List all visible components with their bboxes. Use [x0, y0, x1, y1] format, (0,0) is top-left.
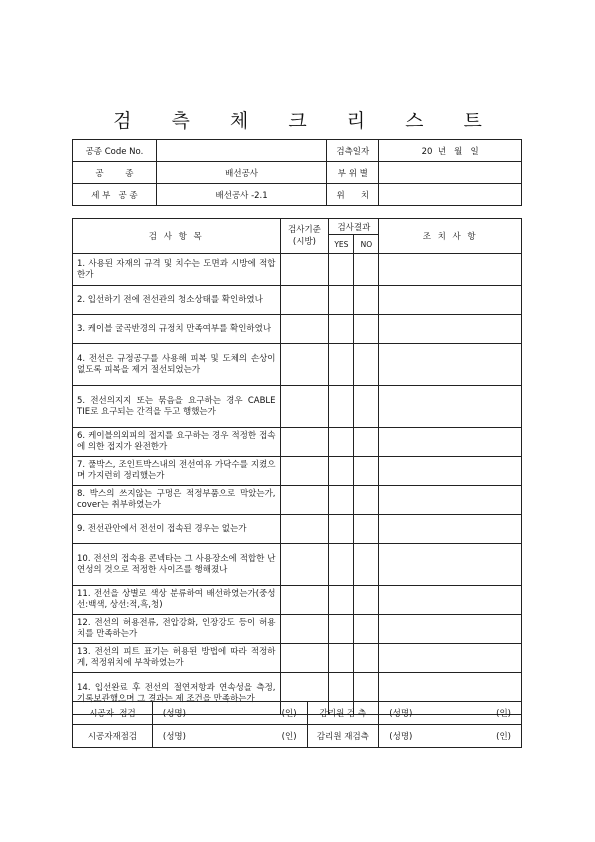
action-cell[interactable] [379, 486, 522, 515]
signature-table [72, 701, 522, 748]
date-label: 검측일자 [327, 140, 379, 162]
row1-left-label: 시공자 점검 [73, 702, 153, 725]
no-cell[interactable] [354, 286, 379, 315]
yes-cell[interactable] [329, 615, 354, 644]
checklist-item-text: 14. 입선완료 후 전선의 절연저항과 연속성을 측정, 기록보관했으며 그 결과는 제 조건을 만족하는가 [73, 673, 281, 715]
yes-cell[interactable] [329, 386, 354, 428]
yes-cell[interactable] [329, 315, 354, 344]
row1-left-sign-cell[interactable] [152, 702, 307, 725]
row2-right-label: 감리원 재검측 [307, 725, 379, 748]
code-label: 공종 Code No. [73, 140, 157, 162]
no-cell[interactable] [354, 544, 379, 586]
action-cell[interactable] [379, 254, 522, 286]
no-cell[interactable] [354, 315, 379, 344]
action-cell[interactable] [379, 315, 522, 344]
no-cell[interactable] [354, 586, 379, 615]
yes-cell[interactable] [329, 428, 354, 457]
action-cell[interactable] [379, 615, 522, 644]
checklist-item-text: 11. 전선을 상별로 색상 분류하여 배선하였는가(중성선:백색, 상선:적,흑,청) [73, 586, 281, 615]
standard-cell[interactable] [280, 457, 329, 486]
work-label: 공 종 [73, 162, 157, 184]
checklist-item-text: 6. 케이블의외피의 접지를 요구하는 경우 적정한 접속에 의한 접지가 완전한가 [73, 428, 281, 457]
row1-left-sign: (성명) [162, 709, 186, 719]
row2-left-label: 시공자재점검 [73, 725, 153, 748]
action-cell[interactable] [379, 586, 522, 615]
code-value[interactable] [156, 140, 326, 162]
row1-left-seal: (인) [281, 709, 297, 719]
col-result-header: 검사결과 [329, 219, 379, 235]
checklist-item-text: 9. 전선관안에서 전선이 접속된 경우는 없는가 [73, 515, 281, 544]
row2-left-sign-cell[interactable] [152, 725, 307, 748]
standard-cell[interactable] [280, 344, 329, 386]
row2-right-seal: (인) [496, 732, 511, 742]
checklist-body [73, 254, 522, 715]
standard-cell[interactable] [280, 254, 329, 286]
col-action-header: 조 치 사 항 [379, 219, 522, 254]
col-standard-header: 검사기준 (시방) [280, 219, 329, 254]
standard-cell[interactable] [280, 515, 329, 544]
yes-cell[interactable] [329, 286, 354, 315]
standard-cell[interactable] [280, 586, 329, 615]
checklist-item-text: 3. 케이블 굴곡반경의 규정치 만족여부를 확인하였나 [73, 315, 281, 344]
date-value[interactable]: 20 년 월 일 [379, 140, 522, 162]
yes-cell[interactable] [329, 344, 354, 386]
part-value[interactable] [379, 162, 522, 184]
table-row [73, 615, 522, 644]
table-row [73, 486, 522, 515]
table-row [73, 457, 522, 486]
row2-right-sign: (성명) [389, 732, 413, 742]
yes-cell[interactable] [329, 457, 354, 486]
standard-cell[interactable] [280, 644, 329, 673]
action-cell[interactable] [379, 457, 522, 486]
standard-cell[interactable] [280, 428, 329, 457]
loc-value[interactable] [379, 184, 522, 206]
row1-right-sign-cell[interactable] [379, 702, 522, 725]
work-value[interactable]: 배선공사 [156, 162, 326, 184]
checklist-item-text: 2. 입선하기 전에 전선관의 청소상태를 확인하였나 [73, 286, 281, 315]
no-cell[interactable] [354, 615, 379, 644]
action-cell[interactable] [379, 286, 522, 315]
yes-cell[interactable] [329, 586, 354, 615]
row2-right-sign-cell[interactable] [379, 725, 522, 748]
standard-cell[interactable] [280, 315, 329, 344]
standard-cell[interactable] [280, 286, 329, 315]
col-yes-header: YES [329, 235, 354, 254]
yes-cell[interactable] [329, 486, 354, 515]
no-cell[interactable] [354, 457, 379, 486]
table-row [73, 386, 522, 428]
action-cell[interactable] [379, 544, 522, 586]
checklist-item-text: 13. 전선의 피트 표기는 허용된 방법에 따라 적정하게, 적정위치에 부착하였는가 [73, 644, 281, 673]
table-row [73, 315, 522, 344]
yes-cell[interactable] [329, 644, 354, 673]
col-no-header: NO [354, 235, 379, 254]
table-row [73, 344, 522, 386]
yes-cell[interactable] [329, 254, 354, 286]
action-cell[interactable] [379, 644, 522, 673]
no-cell[interactable] [354, 386, 379, 428]
action-cell[interactable] [379, 515, 522, 544]
detail-value[interactable]: 배선공사 -2.1 [156, 184, 326, 206]
action-cell[interactable] [379, 344, 522, 386]
checklist-item-text: 5. 전선의지지 또는 묶음을 요구하는 경우 CABLE TIE로 요구되는 간격을 두고 행했는가 [73, 386, 281, 428]
standard-cell[interactable] [280, 615, 329, 644]
col-item-header: 검 사 항 목 [73, 219, 281, 254]
table-row [73, 286, 522, 315]
row1-right-seal: (인) [496, 709, 511, 719]
no-cell[interactable] [354, 254, 379, 286]
loc-label: 위 치 [327, 184, 379, 206]
no-cell[interactable] [354, 644, 379, 673]
standard-cell[interactable] [280, 544, 329, 586]
table-row [73, 254, 522, 286]
table-row [73, 586, 522, 615]
table-row [73, 428, 522, 457]
header-table [72, 139, 522, 206]
row2-left-seal: (인) [281, 732, 297, 742]
row1-right-label: 감리원 검 측 [307, 702, 379, 725]
no-cell[interactable] [354, 344, 379, 386]
checklist-item-text: 12. 전선의 허용전류, 전압강화, 인장강도 등이 허용치를 만족하는가 [73, 615, 281, 644]
yes-cell[interactable] [329, 515, 354, 544]
checklist-item-text: 8. 박스의 쓰지않는 구멍은 적정부품으로 막았는가, cover는 취부하였는가 [73, 486, 281, 515]
action-cell[interactable] [379, 428, 522, 457]
no-cell[interactable] [354, 486, 379, 515]
table-row [73, 544, 522, 586]
standard-cell[interactable] [280, 386, 329, 428]
row1-right-sign: (성명) [389, 709, 413, 719]
checklist-item-text: 10. 전선의 접속용 콘넥타는 그 사용장소에 적합한 난연성의 것으로 적정한 사이즈를 행해졌나 [73, 544, 281, 586]
checklist-item-text: 4. 전선은 규정공구를 사용해 피복 및 도체의 손상이 없도록 피복을 제거 절선되었는가 [73, 344, 281, 386]
yes-cell[interactable] [329, 544, 354, 586]
row2-left-sign: (성명) [162, 732, 186, 742]
table-row [73, 644, 522, 673]
part-label: 부 위 별 [327, 162, 379, 184]
detail-label: 세 부 공 종 [73, 184, 157, 206]
action-cell[interactable] [379, 386, 522, 428]
checklist-item-text: 1. 사용된 자재의 규격 및 치수는 도면과 시방에 적합한가 [73, 254, 281, 286]
standard-cell[interactable] [280, 486, 329, 515]
table-row [73, 515, 522, 544]
no-cell[interactable] [354, 428, 379, 457]
page-title: 검 측 체 크 리 스 트 [113, 110, 499, 132]
checklist-table [72, 218, 522, 715]
no-cell[interactable] [354, 515, 379, 544]
checklist-item-text: 7. 풀박스, 조인트박스내의 전선여유 가닥수를 지켰으며 가지런히 정리했는가 [73, 457, 281, 486]
